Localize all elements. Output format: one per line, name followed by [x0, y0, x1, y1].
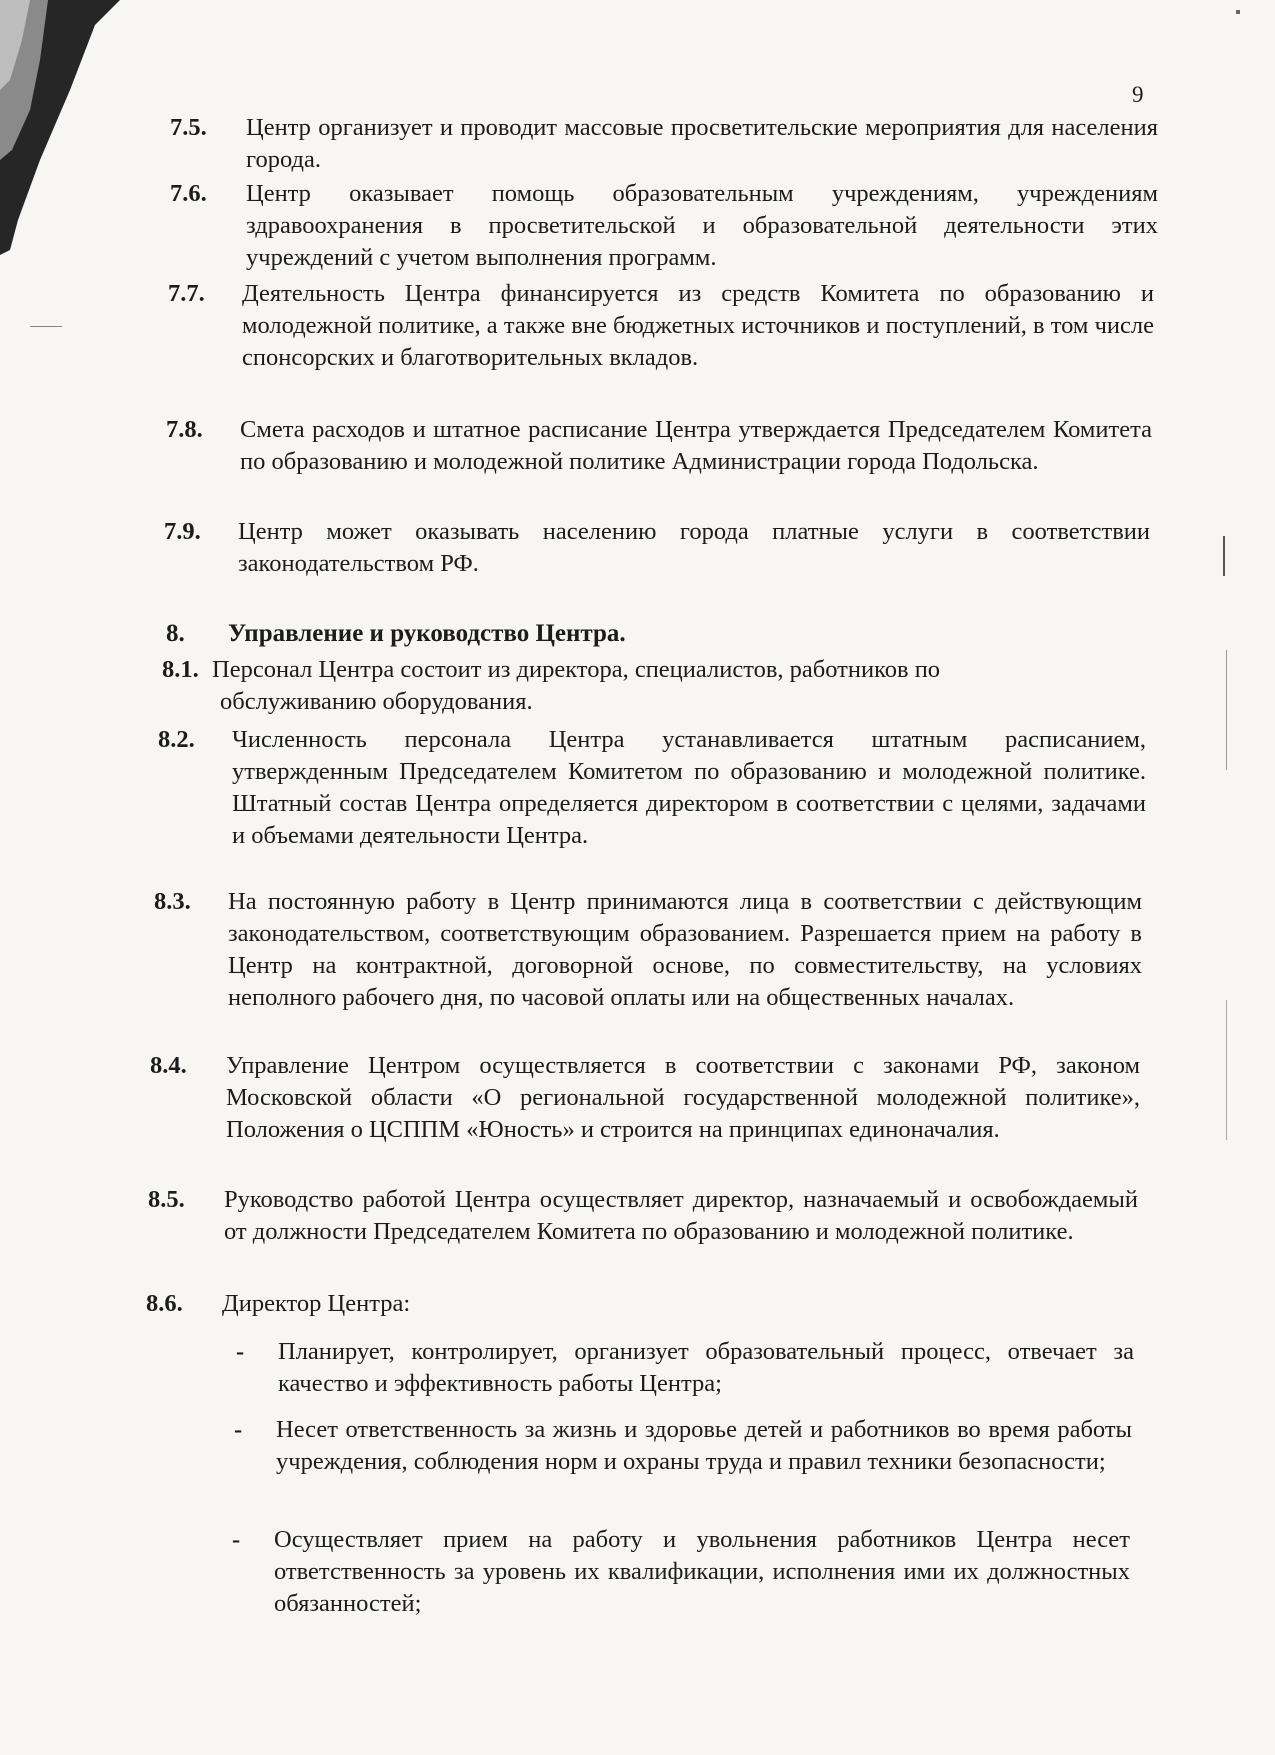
bullet-item [236, 1336, 1136, 1406]
item-number: 8.3. [154, 888, 191, 915]
item-number: 8.4. [150, 1052, 187, 1079]
item-text: Деятельность Центра финансируется из средств Комитета по образованию и молодежной политике, а также вне бюджетных источников и поступлений, в том числе спонсорских и благотворительных вкладов. [242, 280, 1154, 371]
item-number: 7.8. [166, 416, 203, 443]
dash-bullet: - [234, 1416, 243, 1443]
list-item [170, 178, 1160, 278]
dash-bullet: - [236, 1338, 245, 1365]
item-text: Численность персонала Центра устанавливается штатным расписанием, утвержденным Председателем Комитетом по образованию и молодежной политике. Штатный состав Центра определяется директором в соответствии с целями, задачами и объемами деятельности Центра. [232, 726, 1146, 849]
item-number: 8.2. [158, 726, 195, 753]
item-text: Смета расходов и штатное расписание Центра утверждается Председателем Комитета по образованию и молодежной политике Администрации города Подольска. [240, 416, 1152, 475]
item-text: Руководство работой Центра осуществляет директор, назначаемый и освобождаемый от должности Председателем Комитета по образованию и молодежной политике. [224, 1186, 1138, 1245]
item-text-continuation: обслуживанию оборудования. [220, 688, 533, 715]
scan-edge-mark [30, 326, 62, 327]
bullet-item [234, 1414, 1134, 1514]
item-number: 7.7. [168, 280, 205, 307]
list-item [162, 654, 1162, 724]
item-number: 8.1. [162, 656, 199, 683]
list-item [146, 1288, 1146, 1328]
bullet-text: Осуществляет прием на работу и увольнения работников Центра несет ответственность за уровень их квалификации, исполнения ими их должностных обязанностей; [274, 1526, 1130, 1617]
section-heading [166, 620, 626, 648]
bullet-text: Несет ответственность за жизнь и здоровье детей и работников во время работы учреждения, соблюдения норм и охраны труда и правил техники безопасности; [276, 1416, 1132, 1475]
item-number: 7.6. [170, 180, 207, 207]
item-number: 8.6. [146, 1290, 183, 1317]
list-item [166, 414, 1156, 514]
dash-bullet: - [232, 1526, 241, 1553]
scan-edge-mark [1236, 10, 1240, 14]
item-number: 7.9. [164, 518, 201, 545]
section-number: 8. [166, 620, 185, 647]
item-text: Директор Центра: [222, 1290, 411, 1317]
list-item [148, 1184, 1148, 1284]
list-item [168, 278, 1158, 408]
bullet-text: Планирует, контролирует, организует образовательный процесс, отвечает за качество и эффективность работы Центра; [278, 1338, 1134, 1397]
item-text: Центр оказывает помощь образовательным учреждениям, учреждениям здравоохранения в просветительской и образовательной деятельности этих учреждений с учетом выполнения программ. [246, 180, 1158, 271]
page-number: 9 [1132, 82, 1144, 107]
item-text: Управление Центром осуществляется в соответствии с законами РФ, законом Московской области «О региональной государственной молодежной политике», Положения о ЦСППМ «Юность» и строится на принципах единоначалия. [226, 1052, 1140, 1143]
bullet-item [232, 1524, 1132, 1624]
scan-edge-mark [1226, 650, 1227, 770]
item-number: 7.5. [170, 114, 207, 141]
list-item [154, 886, 1154, 1046]
item-text: Центр может оказывать населению города платные услуги в соответствии законодательством РФ. [238, 518, 1150, 577]
list-item [158, 724, 1158, 884]
item-number: 8.5. [148, 1186, 185, 1213]
scan-edge-mark [1226, 1000, 1227, 1140]
scan-corner-shadow [0, 0, 120, 260]
list-item [170, 112, 1160, 182]
list-item [164, 516, 1154, 586]
scan-edge-mark [1223, 536, 1225, 576]
list-item [150, 1050, 1150, 1180]
item-text: На постоянную работу в Центр принимаются лица в соответствии с действующим законодательством, соответствующим образованием. Разрешается прием на работу в Центр на контрактной, договорной основе, по совместительству, на условиях неполного рабочего дня, по часовой оплаты или на общественных началах. [228, 888, 1142, 1011]
item-text-first-line: Персонал Центра состоит из директора, специалистов, работников по [212, 656, 941, 683]
item-text: Центр организует и проводит массовые просветительские мероприятия для населения города. [246, 114, 1158, 173]
section-title: Управление и руководство Центра. [228, 620, 626, 647]
